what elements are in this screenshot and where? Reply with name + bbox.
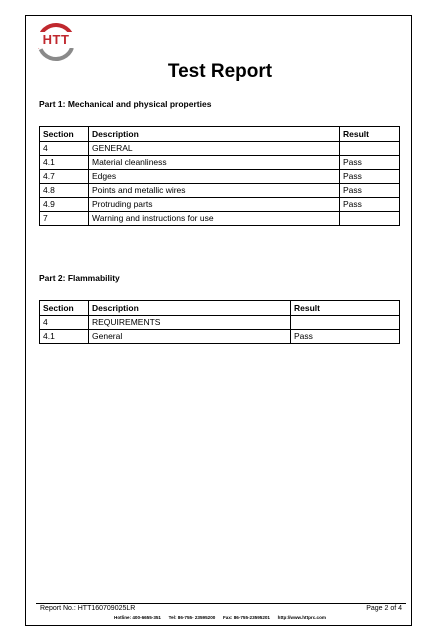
cell-description: Protruding parts: [89, 198, 340, 212]
table-row: [40, 184, 400, 198]
cell-description: GENERAL: [89, 142, 340, 156]
cell-section: 7: [40, 212, 89, 226]
column-header-description: Description: [89, 127, 340, 142]
table-row: [40, 212, 400, 226]
contact-line: [0, 615, 440, 620]
cell-section: 4.1: [40, 156, 89, 170]
cell-description: Material cleanliness: [89, 156, 340, 170]
footer-divider: [36, 603, 406, 604]
part1-table: [39, 126, 400, 226]
table-row: [40, 142, 400, 156]
cell-description: General: [89, 330, 291, 344]
page-number: Page 2 of 4: [366, 605, 402, 612]
table-row: [40, 170, 400, 184]
cell-description: Edges: [89, 170, 340, 184]
table-row: [40, 330, 400, 344]
cell-section: 4: [40, 316, 89, 330]
table-row: [40, 198, 400, 212]
cell-result: Pass: [340, 184, 400, 198]
cell-description: Warning and instructions for use: [89, 212, 340, 226]
table-header-row: [40, 127, 400, 142]
part2-heading: Part 2: Flammability: [39, 273, 120, 283]
fax: Fax: 86-755-23595201: [222, 615, 270, 620]
part2-table: [39, 300, 400, 344]
cell-result: [291, 316, 400, 330]
table-row: [40, 316, 400, 330]
htt-logo: [36, 22, 76, 62]
cell-section: 4.9: [40, 198, 89, 212]
cell-section: 4.1: [40, 330, 89, 344]
telephone: Tel: 86-755- 23595200: [168, 615, 216, 620]
cell-section: 4.8: [40, 184, 89, 198]
website-link[interactable]: http://www.httprc.com: [277, 615, 326, 620]
column-header-result: Result: [340, 127, 400, 142]
report-number: Report No.: HTT160709025LR: [40, 605, 136, 612]
page-title: Test Report: [167, 61, 273, 82]
column-header-result: Result: [291, 301, 400, 316]
table-row: [40, 156, 400, 170]
cell-description: REQUIREMENTS: [89, 316, 291, 330]
table-header-row: [40, 301, 400, 316]
cell-result: Pass: [291, 330, 400, 344]
hotline: Hotline: 400-6655-351: [114, 615, 161, 620]
part1-heading: Part 1: Mechanical and physical properties: [39, 99, 212, 109]
column-header-description: Description: [89, 301, 291, 316]
column-header-section: Section: [40, 127, 89, 142]
cell-result: Pass: [340, 198, 400, 212]
cell-section: 4.7: [40, 170, 89, 184]
logo-text: HTT: [36, 32, 76, 48]
cell-result: Pass: [340, 170, 400, 184]
cell-result: Pass: [340, 156, 400, 170]
cell-description: Points and metallic wires: [89, 184, 340, 198]
cell-section: 4: [40, 142, 89, 156]
cell-result: [340, 212, 400, 226]
cell-result: [340, 142, 400, 156]
column-header-section: Section: [40, 301, 89, 316]
